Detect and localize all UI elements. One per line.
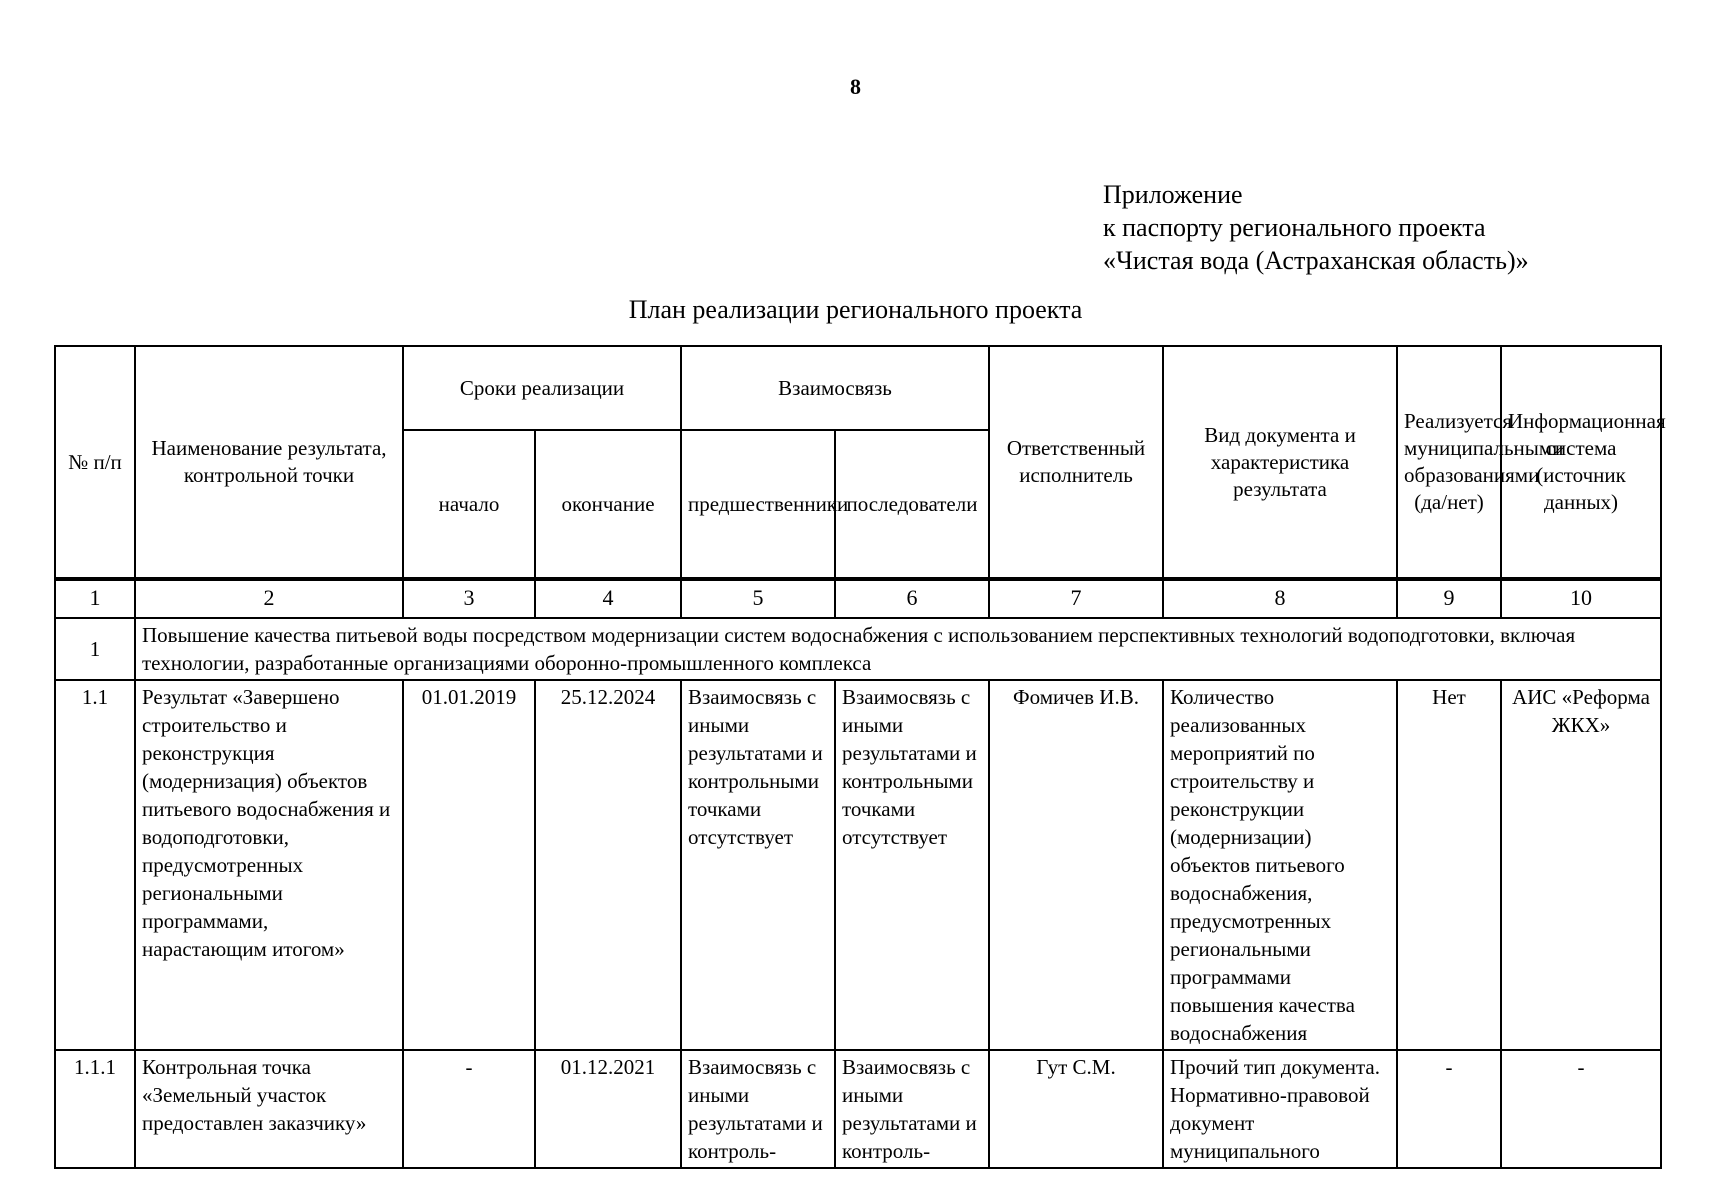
header-terms: Сроки реализации [403, 346, 681, 430]
row-info-system: АИС «Реформа ЖКХ» [1501, 680, 1661, 1050]
section-text: Повышение качества питьевой воды посредством модернизации систем водоснабжения с использованием перспективных технологий водоподготовки, включая технологии, разработанные организациями оборонно-промышленного комплекса [135, 618, 1661, 680]
row-start: - [403, 1050, 535, 1168]
table-row [55, 1050, 1661, 1168]
row-predecessors: Взаимосвязь с иными результатами и контроль- [681, 1050, 835, 1168]
header-predecessors: предшественники [681, 430, 835, 578]
row-info-system: - [1501, 1050, 1661, 1168]
table-row [55, 680, 1661, 1050]
row-municipal: - [1397, 1050, 1501, 1168]
column-number: 10 [1501, 580, 1661, 618]
page-number: 8 [850, 74, 861, 99]
column-number: 4 [535, 580, 681, 618]
row-start: 01.01.2019 [403, 680, 535, 1050]
row-successors: Взаимосвязь с иными результатами и контрольными точками отсутствует [835, 680, 989, 1050]
column-number: 3 [403, 580, 535, 618]
header-info-system: Информационная система (источник данных) [1501, 346, 1661, 578]
column-number: 7 [989, 580, 1163, 618]
column-number: 6 [835, 580, 989, 618]
appendix-line-3: «Чистая вода (Астраханская область)» [1103, 246, 1529, 275]
appendix-line-2: к паспорту регионального проекта [1103, 213, 1486, 242]
row-successors: Взаимосвязь с иными результатами и контроль- [835, 1050, 989, 1168]
row-predecessors: Взаимосвязь с иными результатами и контрольными точками отсутствует [681, 680, 835, 1050]
row-municipal: Нет [1397, 680, 1501, 1050]
header-end: окончание [535, 430, 681, 578]
row-doc-type: Количество реализованных мероприятий по строительству и реконструкции (модернизации) объектов питьевого водоснабжения, предусмотренных региональными программами повышения качества водоснабжения [1163, 680, 1397, 1050]
header-municipal: Реализуется муниципальными образованиями (да/нет) [1397, 346, 1501, 578]
appendix-line-1: Приложение [1103, 180, 1243, 209]
section-num: 1 [55, 618, 135, 680]
row-responsible: Фомичев И.В. [989, 680, 1163, 1050]
header-doc-type: Вид документа и характеристика результата [1163, 346, 1397, 578]
column-number: 9 [1397, 580, 1501, 618]
header-name: Наименование результата, контрольной точки [135, 346, 403, 578]
header-relation: Взаимосвязь [681, 346, 989, 430]
appendix-note [1103, 178, 1529, 277]
row-end: 01.12.2021 [535, 1050, 681, 1168]
header-successors: последователи [835, 430, 989, 578]
plan-table [54, 345, 1666, 1169]
row-num: 1.1.1 [55, 1050, 135, 1168]
header-responsible: Ответственный исполнитель [989, 346, 1163, 578]
row-doc-type: Прочий тип документа. Нормативно-правовой документ муниципального [1163, 1050, 1397, 1168]
plan-title: План реализации регионального проекта [628, 295, 1083, 324]
column-number: 1 [55, 580, 135, 618]
column-number: 5 [681, 580, 835, 618]
row-num: 1.1 [55, 680, 135, 1050]
column-number-row [55, 580, 1661, 618]
column-number: 2 [135, 580, 403, 618]
section-row [55, 618, 1661, 680]
row-name: Результат «Завершено строительство и реконструкция (модернизация) объектов питьевого водоснабжения и водоподготовки, предусмотренных региональными программами, нарастающим итогом» [135, 680, 403, 1050]
header-num: № п/п [55, 346, 135, 578]
row-name: Контрольная точка «Земельный участок предоставлен заказчику» [135, 1050, 403, 1168]
row-responsible: Гут С.М. [989, 1050, 1163, 1168]
column-number: 8 [1163, 580, 1397, 618]
row-end: 25.12.2024 [535, 680, 681, 1050]
header-start: начало [403, 430, 535, 578]
